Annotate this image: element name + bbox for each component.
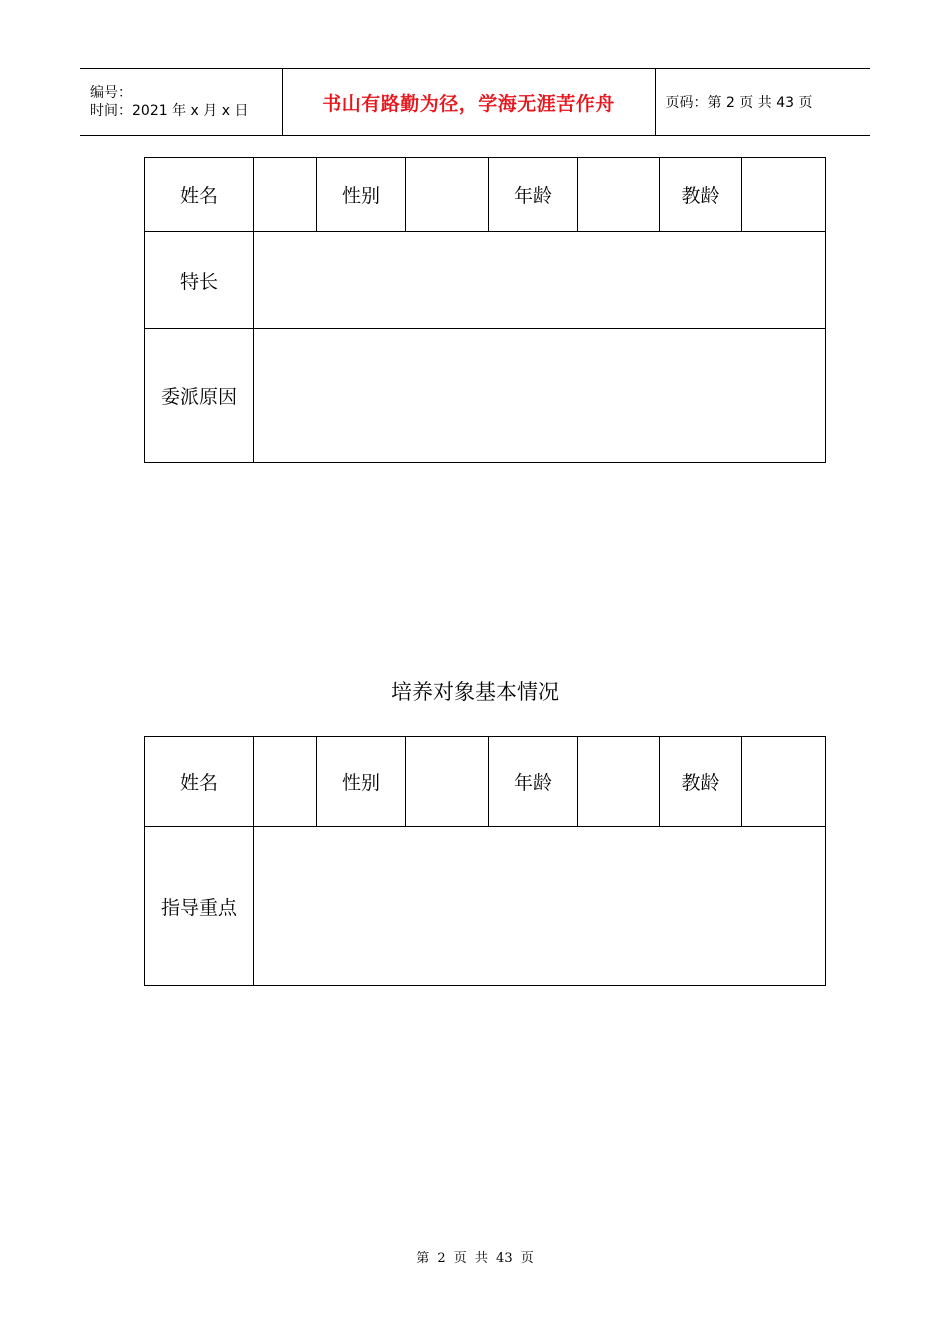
mentor-info-table — [144, 157, 826, 463]
age-value-cell[interactable] — [578, 737, 660, 827]
header-motto: 书山有路勤为径，学海无涯苦作舟 — [282, 69, 655, 136]
gender-label: 性别 — [317, 737, 406, 827]
name-value-cell[interactable] — [254, 158, 317, 232]
name-label: 姓名 — [145, 158, 254, 232]
age-value-cell[interactable] — [578, 158, 660, 232]
teaching-years-label: 教龄 — [660, 737, 742, 827]
specialty-label: 特长 — [145, 232, 254, 329]
teaching-years-label: 教龄 — [660, 158, 742, 232]
date-label: 时间：2021 年 x 月 x 日 — [90, 103, 249, 119]
section-title: 培养对象基本情况 — [391, 680, 559, 704]
trainee-info-table — [144, 736, 826, 986]
serial-label: 编号： — [90, 85, 132, 101]
guidance-label: 指导重点 — [145, 827, 254, 986]
gender-label: 性别 — [317, 158, 406, 232]
header-left-cell — [80, 69, 282, 136]
teaching-years-value-cell[interactable] — [742, 158, 826, 232]
reason-label: 委派原因 — [145, 329, 254, 463]
name-value-cell[interactable] — [254, 737, 317, 827]
gender-value-cell[interactable] — [406, 737, 489, 827]
page-header — [80, 68, 870, 136]
gender-value-cell[interactable] — [406, 158, 489, 232]
header-page-info: 页码：第 2 页 共 43 页 — [655, 69, 870, 136]
age-label: 年龄 — [489, 737, 578, 827]
teaching-years-value-cell[interactable] — [742, 737, 826, 827]
name-label: 姓名 — [145, 737, 254, 827]
age-label: 年龄 — [489, 158, 578, 232]
page-footer: 第 2 页 共 43 页 — [416, 1251, 534, 1266]
guidance-value-cell[interactable] — [254, 827, 826, 986]
reason-value-cell[interactable] — [254, 329, 826, 463]
specialty-value-cell[interactable] — [254, 232, 826, 329]
